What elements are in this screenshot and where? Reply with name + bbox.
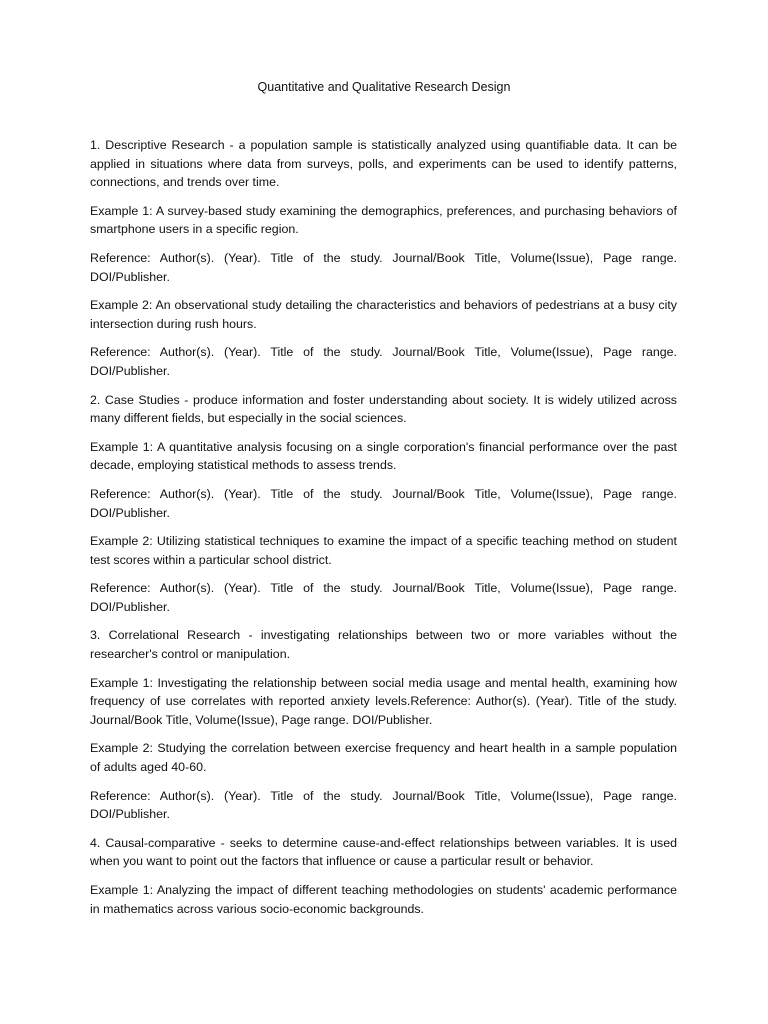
example-paragraph: Example 1: Investigating the relationship between social media usage and mental health, examining how frequency of use correlates with reported anxiety levels.Reference: Author(s). (Year). Title of the study. Journal/Book Title, Volume(Issue), Page range. DOI/Publisher. [90, 675, 677, 727]
example-paragraph: Example 1: A survey-based study examining the demographics, preferences, and purchasing behaviors of smartphone users in a specific region. [90, 203, 677, 237]
section-descriptive-research: 1. Descriptive Research - a population sample is statistically analyzed using quantifiable data. It can be applied in situations where data from surveys, polls, and experiments can be used to identify patterns, connections, and trends over time. [90, 138, 677, 190]
example-paragraph: Example 2: Utilizing statistical techniques to examine the impact of a specific teaching method on student test scores within a particular school district. [90, 534, 677, 567]
reference-paragraph: Reference: Author(s). (Year). Title of the study. Journal/Book Title, Volume(Issue), Page range. DOI/Publisher. [90, 581, 677, 614]
section-causal-comparative: 4. Causal-comparative - seeks to determine cause-and-effect relationships between variables. It is used when you want to point out the factors that influence or cause a particular result or behavior. [90, 835, 677, 869]
reference-paragraph: Reference: Author(s). (Year). Title of the study. Journal/Book Title, Volume(Issue), Page range. DOI/Publisher. [90, 345, 677, 378]
document-body [90, 136, 677, 928]
reference-paragraph: Reference: Author(s). (Year). Title of the study. Journal/Book Title, Volume(Issue), Page range. DOI/Publisher. [90, 486, 677, 520]
example-paragraph: Example 2: An observational study detailing the characteristics and behaviors of pedestrians at a busy city intersection during rush hours. [90, 298, 677, 331]
example-paragraph: Example 2: Studying the correlation between exercise frequency and heart health in a sample population of adults aged 40-60. [90, 741, 677, 775]
section-correlational-research: 3. Correlational Research - investigating relationships between two or more variables without the researcher's control or manipulation. [90, 628, 677, 662]
section-case-studies: 2. Case Studies - produce information and foster understanding about society. It is widely utilized across many different fields, but especially in the social sciences. [90, 392, 677, 426]
example-paragraph: Example 1: Analyzing the impact of different teaching methodologies on students' academic performance in mathematics across various socio-economic backgrounds. [90, 883, 677, 916]
example-paragraph: Example 1: A quantitative analysis focusing on a single corporation's financial performance over the past decade, employing statistical methods to assess trends. [90, 439, 677, 473]
reference-paragraph: Reference: Author(s). (Year). Title of the study. Journal/Book Title, Volume(Issue), Page range. DOI/Publisher. [90, 250, 677, 284]
reference-paragraph: Reference: Author(s). (Year). Title of the study. Journal/Book Title, Volume(Issue), Page range. DOI/Publisher. [90, 788, 677, 822]
document-title: Quantitative and Qualitative Research Design [257, 80, 511, 94]
